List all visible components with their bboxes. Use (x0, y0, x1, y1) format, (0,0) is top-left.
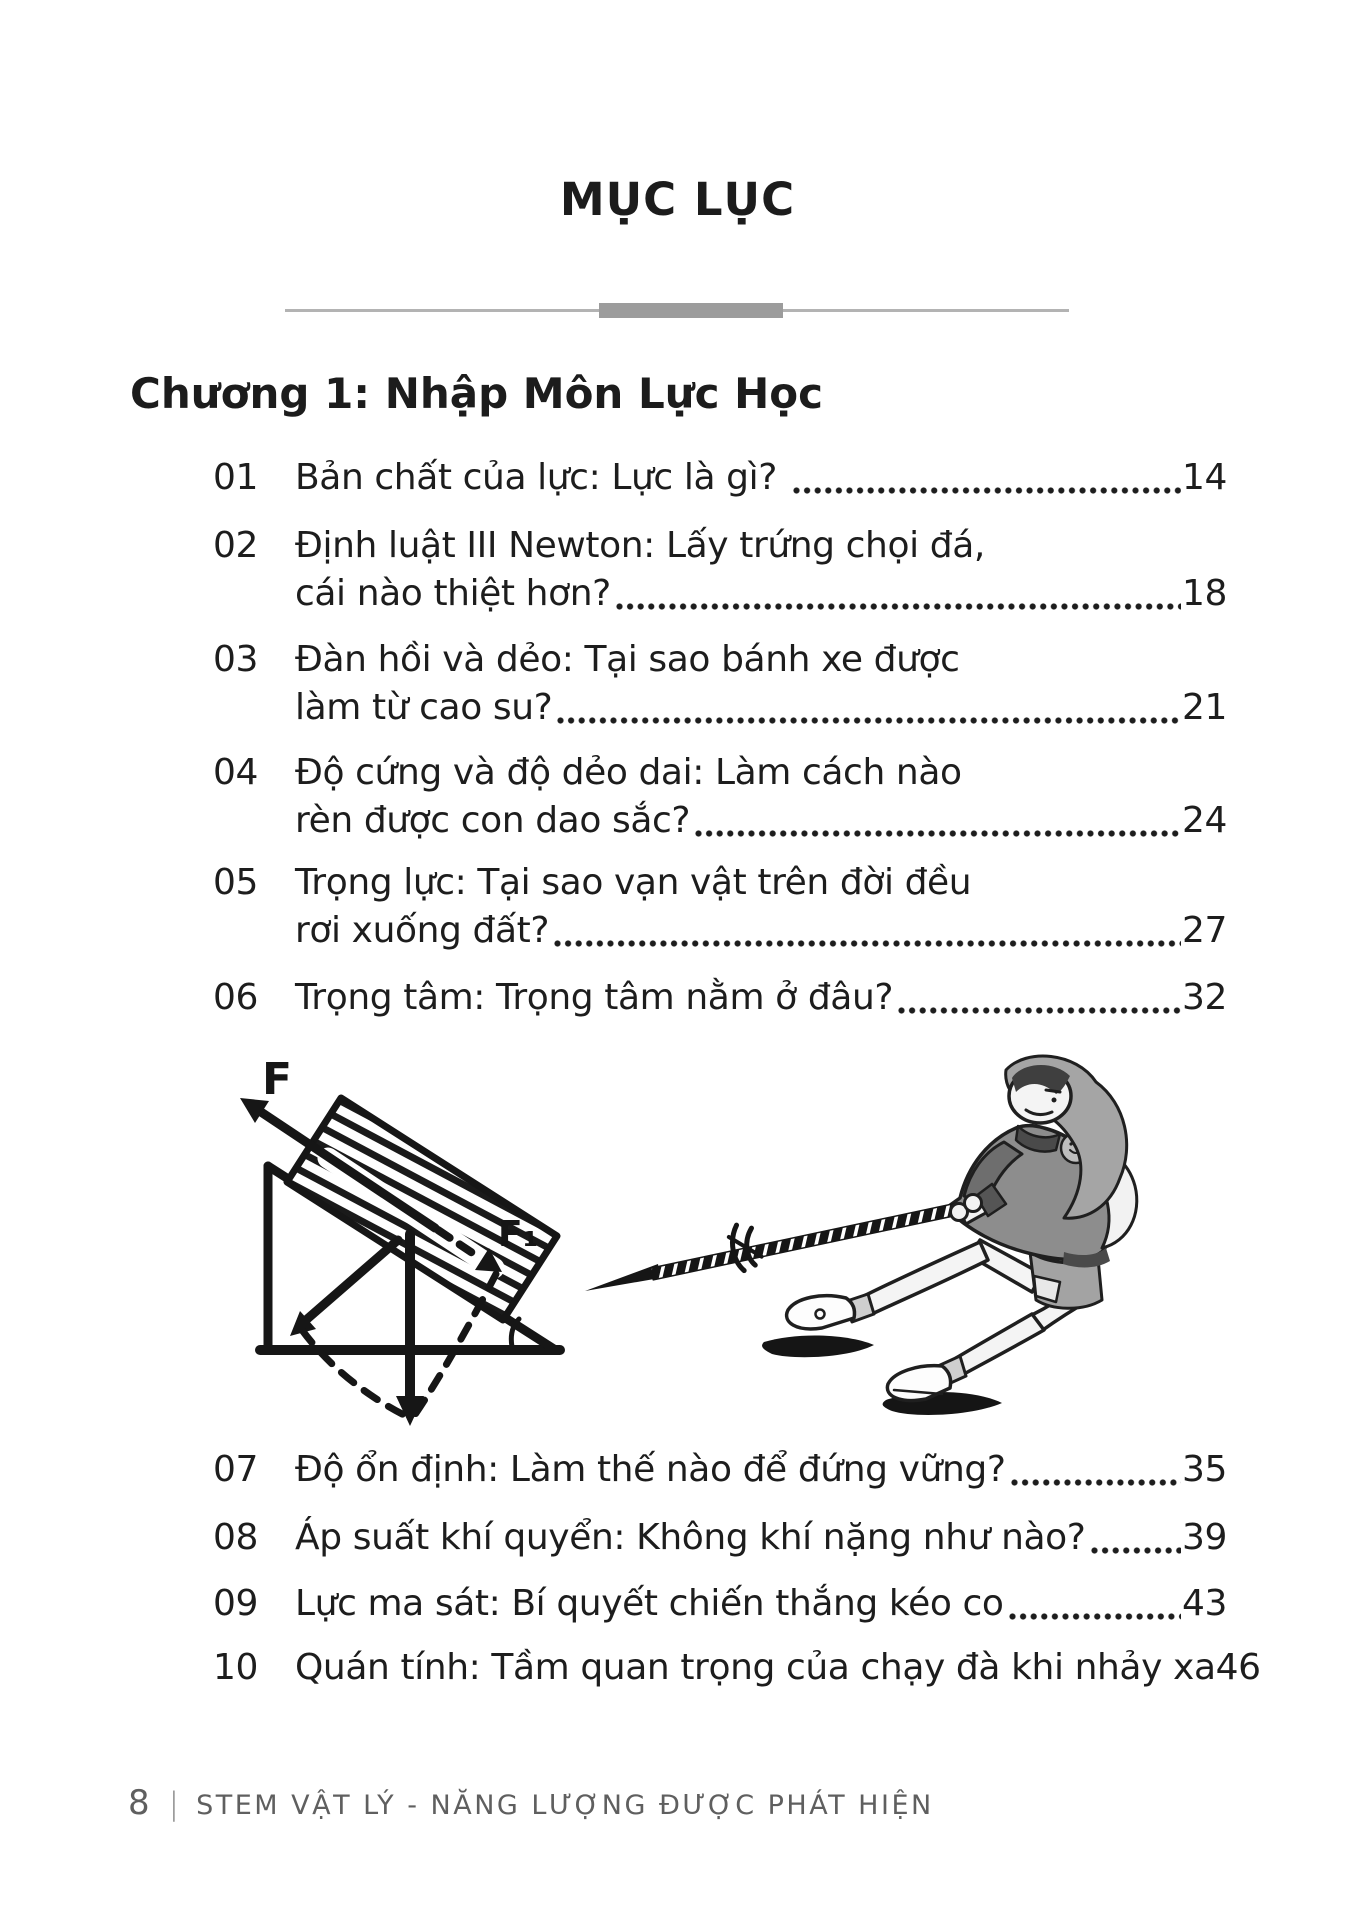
entry-title: Định luật III Newton: Lấy trứng chọi đá, (295, 525, 985, 566)
footer-separator: | (168, 1786, 180, 1822)
title-divider (285, 303, 1069, 318)
toc-entry-05 (213, 859, 1227, 955)
force-f1-label: F₁ (498, 1214, 539, 1255)
inclined-plane-diagram (240, 1054, 560, 1426)
entry-number: 08 (213, 1517, 259, 1558)
entry-page-number: 18 (1181, 573, 1227, 614)
entry-title-cont: rèn được con dao sắc? (295, 800, 691, 841)
shadow-front (762, 1336, 874, 1358)
entry-title: Trọng lực: Tại sao vạn vật trên đời đều (295, 862, 972, 903)
entry-page-number: 14 (1181, 457, 1227, 498)
entry-number: 09 (213, 1583, 259, 1624)
divider-bar (599, 303, 783, 318)
entry-number: 04 (213, 752, 259, 793)
physics-illustration (180, 1048, 1160, 1444)
toc-entry-01 (213, 454, 1227, 502)
toc-entry-10 (213, 1644, 1261, 1692)
entry-title: Quán tính: Tầm quan trọng của chạy đà khi nhảy xa (295, 1647, 1216, 1688)
entry-title-cont: cái nào thiệt hơn? (295, 573, 611, 614)
entry-title-cont: làm từ cao su? (295, 687, 553, 728)
hand (965, 1195, 982, 1212)
force-f-label: F (262, 1054, 293, 1105)
entry-number: 02 (213, 525, 259, 566)
entry-title: Lực ma sát: Bí quyết chiến thắng kéo co (295, 1583, 1004, 1624)
toc-entry-04 (213, 749, 1227, 845)
entry-page-number: 35 (1181, 1449, 1227, 1490)
dot-leader (552, 684, 1182, 732)
entry-page-number: 43 (1181, 1583, 1227, 1624)
entry-title: Đàn hồi và dẻo: Tại sao bánh xe được (295, 639, 960, 680)
entry-page-number: 27 (1181, 910, 1227, 951)
dot-leader (690, 797, 1182, 845)
entry-number: 03 (213, 639, 259, 680)
entry-title: Độ ổn định: Làm thế nào để đứng vững? (295, 1449, 1006, 1490)
entry-title-cont: rơi xuống đất? (295, 910, 550, 951)
dot-leader (788, 454, 1182, 502)
toc-entry-09 (213, 1580, 1227, 1628)
chapter-heading: Chương 1: Nhập Môn Lực Học (130, 369, 824, 418)
entry-number: 10 (213, 1647, 259, 1688)
shoe-front (787, 1296, 855, 1329)
dot-leader (1086, 1514, 1182, 1562)
toc-entry-08 (213, 1514, 1227, 1562)
toc-entry-06 (213, 974, 1227, 1022)
dot-leader (611, 570, 1182, 618)
girl-illustration (585, 1056, 1137, 1415)
dot-leader (1004, 1580, 1182, 1628)
dot-leader (549, 907, 1182, 955)
entry-title: Trọng tâm: Trọng tâm nằm ở đâu? (295, 977, 894, 1018)
toc-entry-07 (213, 1446, 1227, 1494)
entry-number: 05 (213, 862, 259, 903)
entry-page-number: 32 (1181, 977, 1227, 1018)
page-title: MỤC LỤC (559, 173, 796, 226)
entry-page-number: 24 (1181, 800, 1227, 841)
entry-title: Độ cứng và độ dẻo dai: Làm cách nào (295, 752, 962, 793)
entry-title: Bản chất của lực: Lực là gì? (295, 457, 788, 498)
dot-leader (893, 974, 1182, 1022)
entry-page-number: 39 (1181, 1517, 1227, 1558)
dot-leader (1006, 1446, 1182, 1494)
entry-number: 01 (213, 457, 259, 498)
entry-page-number: 21 (1181, 687, 1227, 728)
entry-number: 06 (213, 977, 259, 1018)
toc-entry-02 (213, 522, 1227, 618)
page-footer (128, 1783, 934, 1823)
toc-entry-03 (213, 636, 1227, 732)
footer-page-number: 8 (128, 1783, 150, 1823)
entry-number: 07 (213, 1449, 259, 1490)
footer-book-title: STEM VẬT LÝ - NĂNG LƯỢNG ĐƯỢC PHÁT HIỆN (196, 1790, 934, 1821)
entry-title: Áp suất khí quyển: Không khí nặng như nào? (295, 1517, 1086, 1558)
entry-page-number: 46 (1215, 1647, 1261, 1688)
